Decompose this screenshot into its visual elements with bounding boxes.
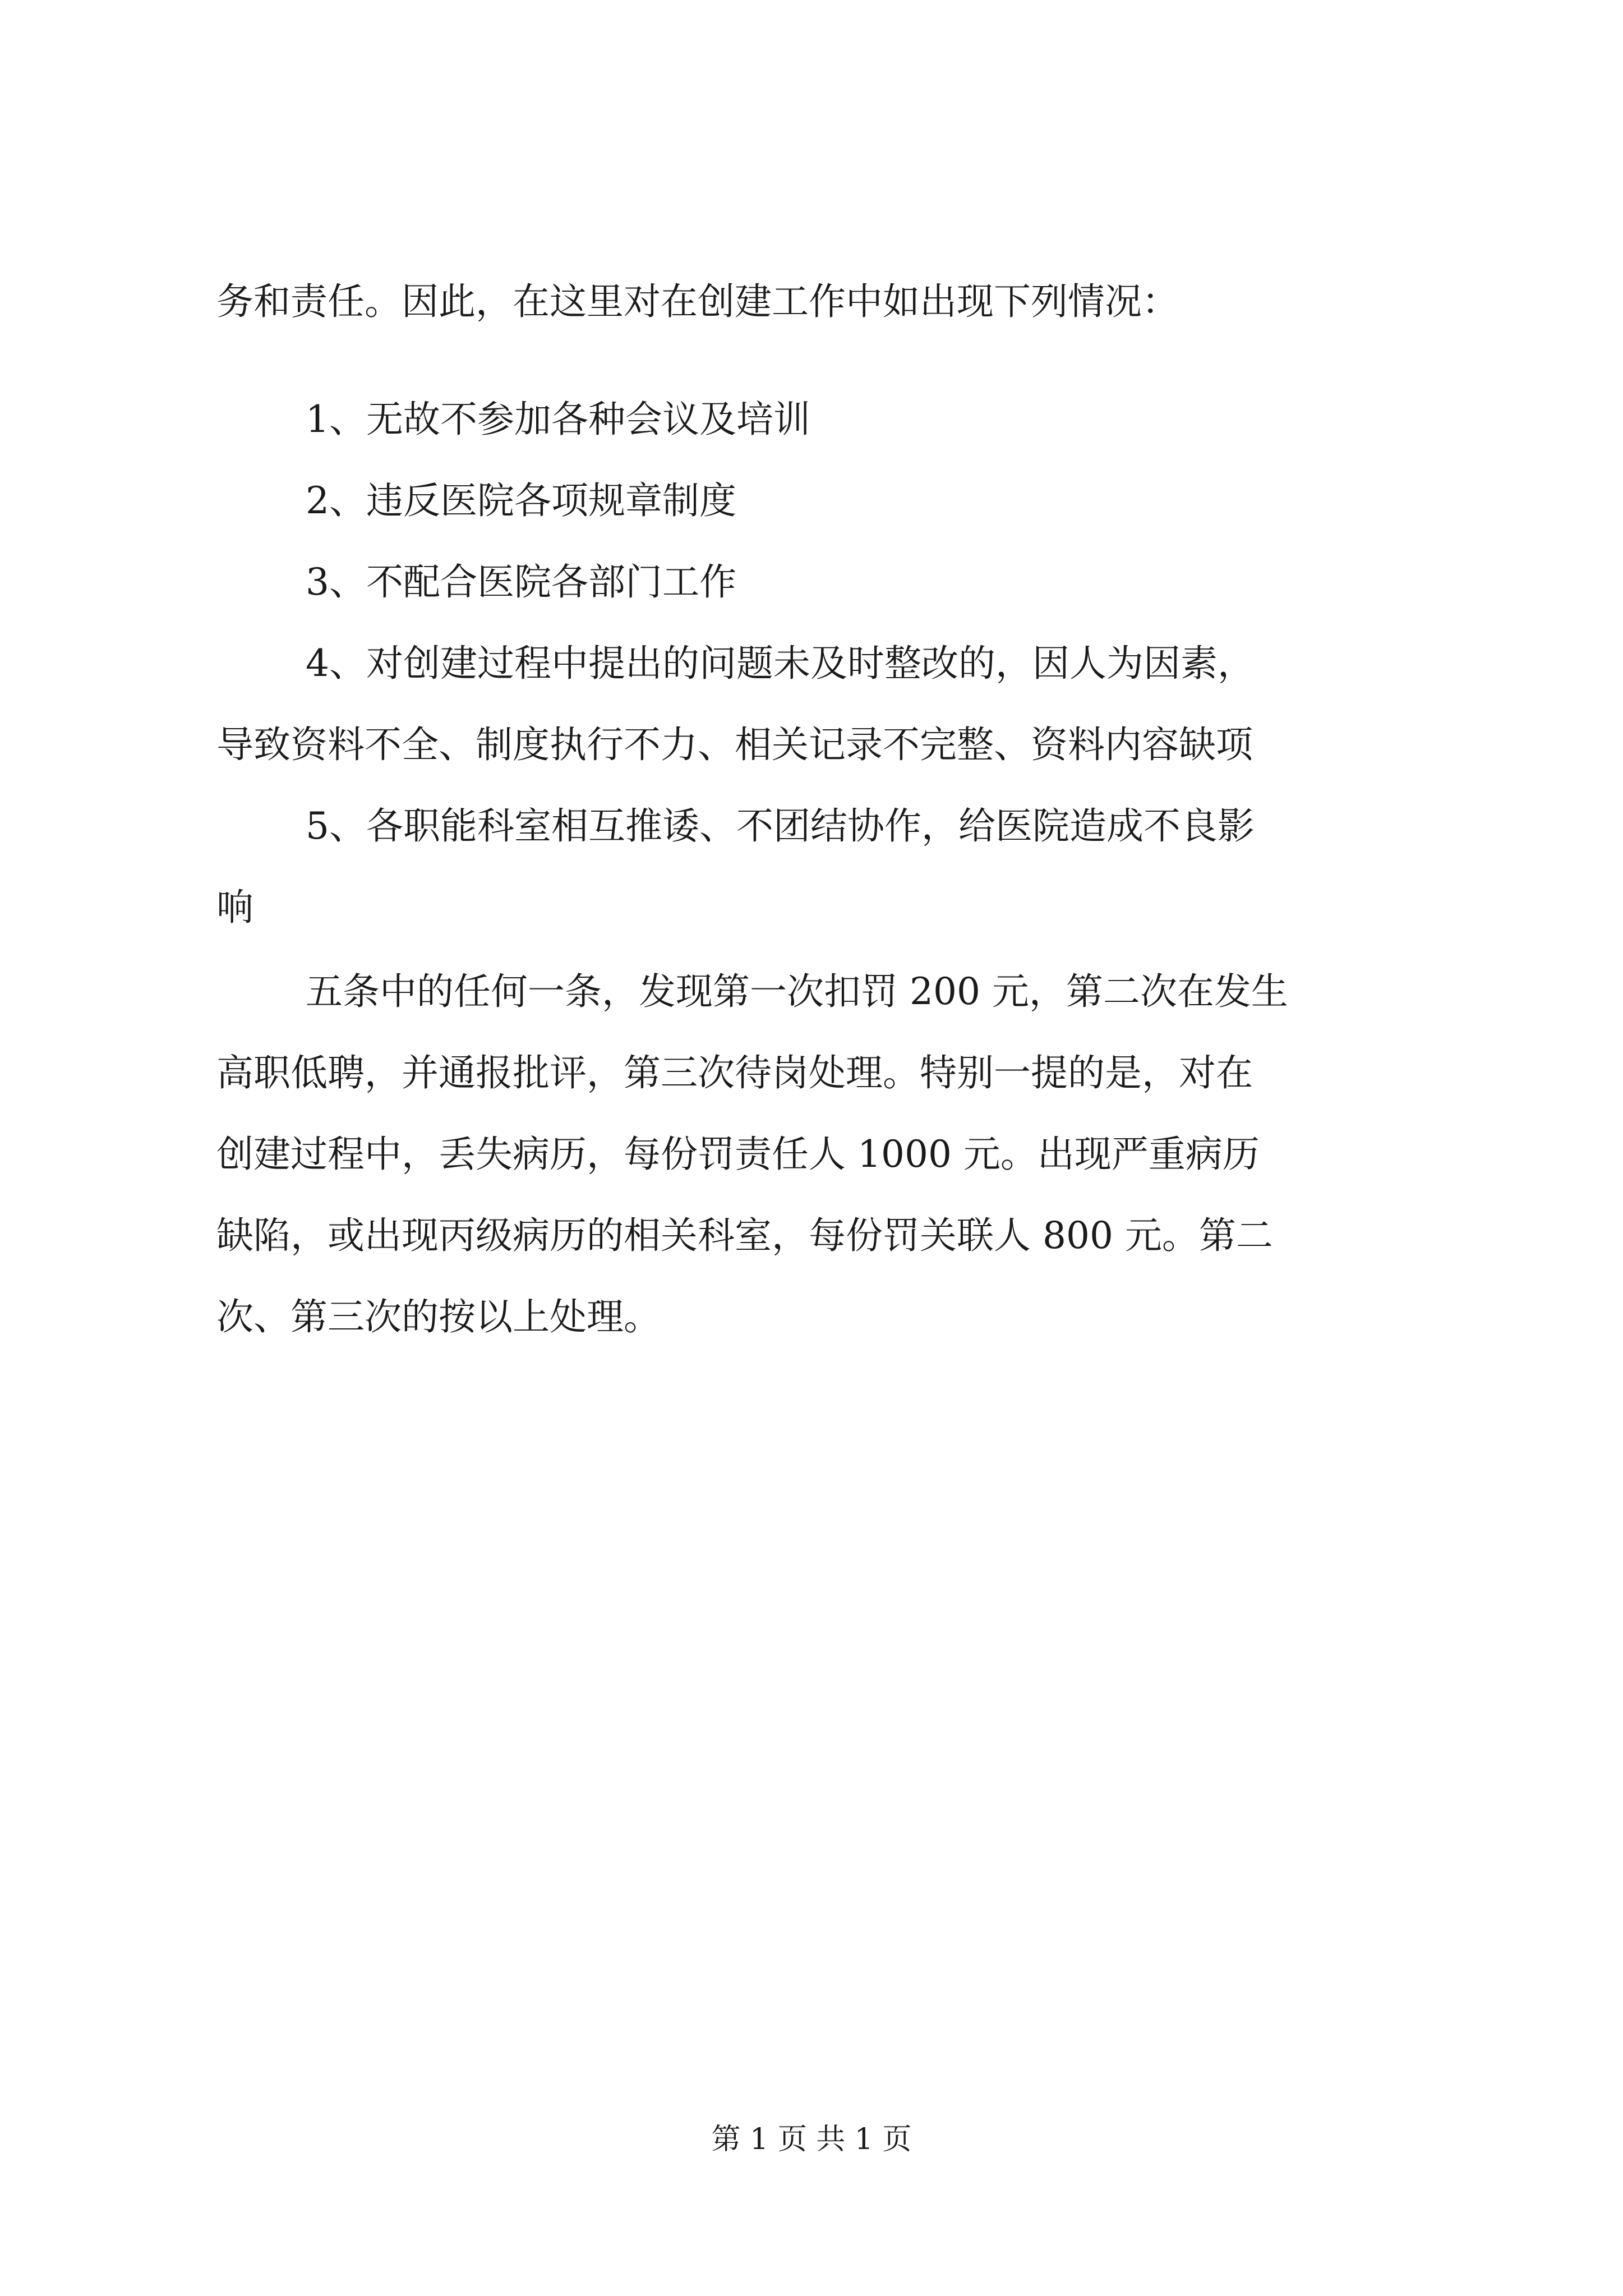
list-item-2: 2、违反医院各项规章制度 bbox=[306, 479, 736, 522]
paragraph-line-3: 创建过程中，丢失病历，每份罚责任人 1000 元。出现严重病历 bbox=[216, 1133, 1260, 1176]
paragraph-line-1: 五条中的任何一条，发现第一次扣罚 200 元，第二次在发生 bbox=[306, 970, 1288, 1013]
paragraph-line-2: 高职低聘，并通报批评，第三次待岗处理。特别一提的是，对在 bbox=[216, 1051, 1253, 1094]
list-item-1: 1、无故不参加各种会议及培训 bbox=[306, 398, 810, 441]
text-line-1: 务和责任。因此，在这里对在创建工作中如出现下列情况： bbox=[216, 280, 1179, 323]
page-footer: 第 1 页 共 1 页 bbox=[711, 2123, 912, 2156]
list-item-4: 4、对创建过程中提出的问题未及时整改的，因人为因素， bbox=[306, 642, 1255, 685]
list-item-4-continued: 导致资料不全、制度执行不力、相关记录不完整、资料内容缺项 bbox=[216, 723, 1253, 766]
list-item-5-continued: 响 bbox=[216, 886, 253, 929]
list-item-3: 3、不配合医院各部门工作 bbox=[306, 560, 736, 604]
list-item-5: 5、各职能科室相互推诿、不团结协作，给医院造成不良影 bbox=[306, 804, 1255, 848]
paragraph-line-4: 缺陷，或出现丙级病历的相关科室，每份罚关联人 800 元。第二 bbox=[216, 1214, 1273, 1257]
paragraph-line-5: 次、第三次的按以上处理。 bbox=[216, 1295, 661, 1338]
